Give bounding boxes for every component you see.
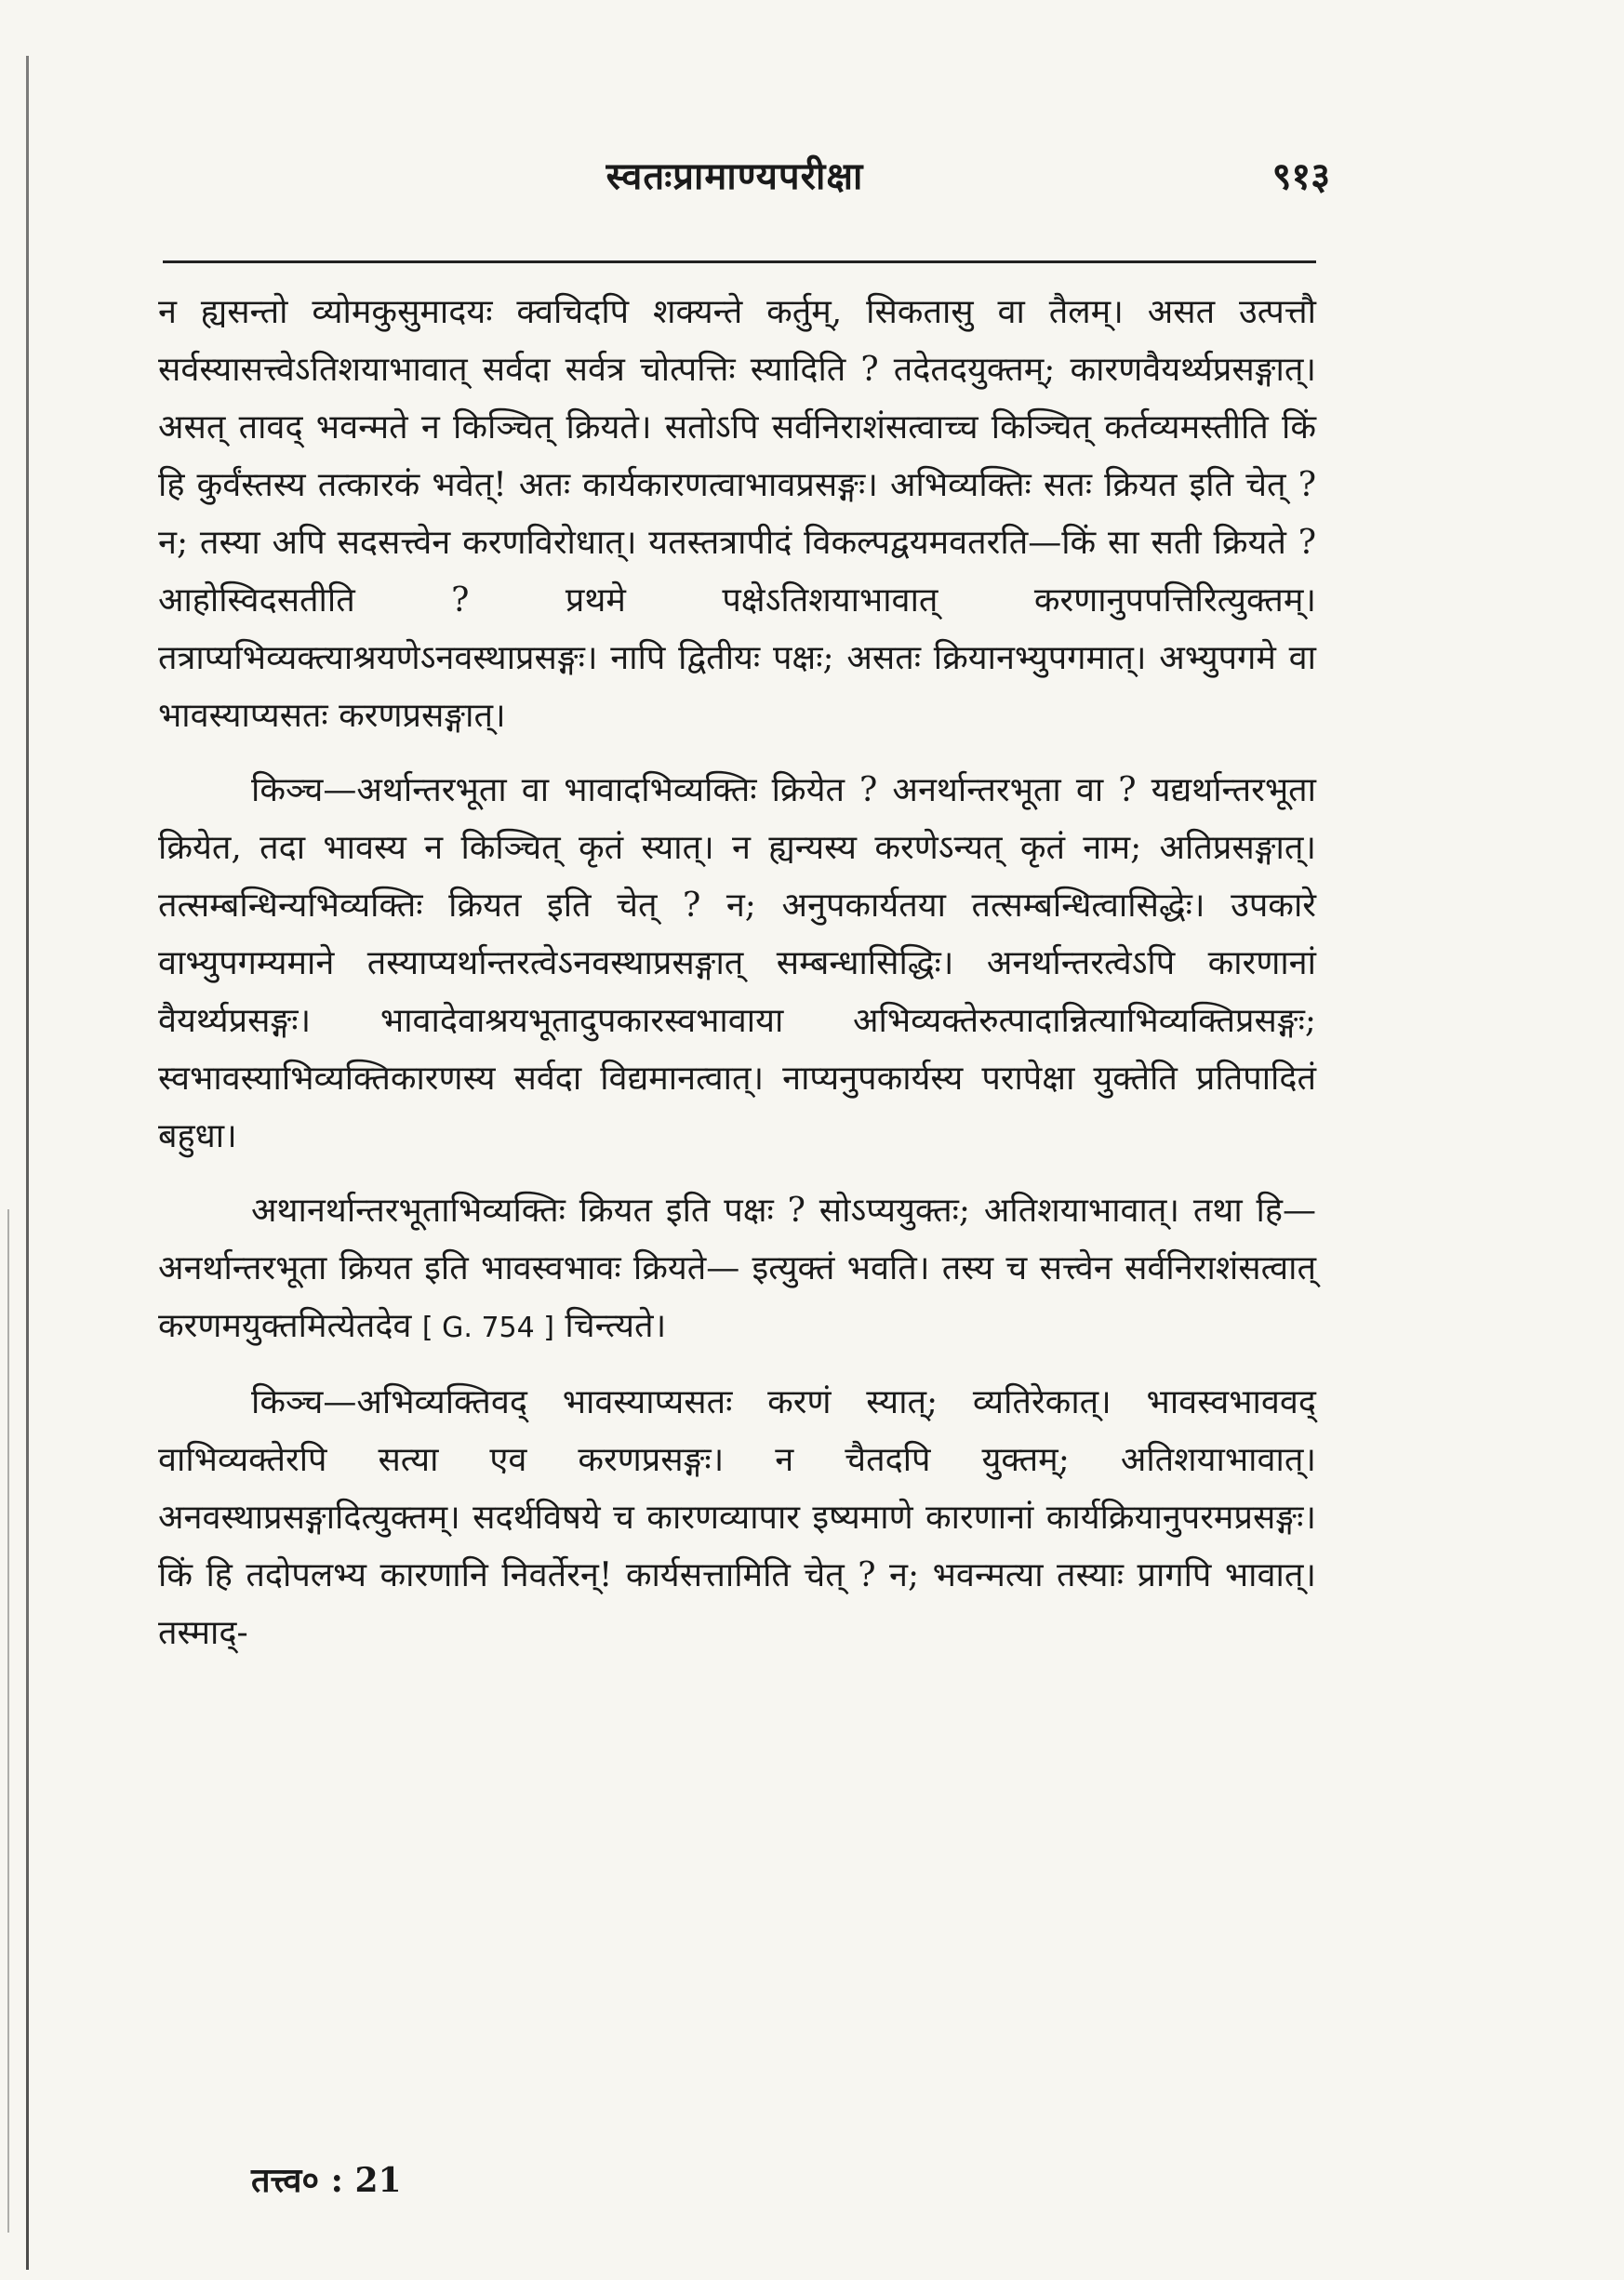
paragraph-3 [158,1182,1316,1357]
paragraph-3-text: अथानर्थान्तरभूताभिव्यक्तिः क्रियत इति पक्षः ? सोऽप्ययुक्तः; अतिशयाभावात्। तथा हि—अनर्थान्तरभूता क्रियत इति भावस्वभावः क्रियते— इत्युक्तं भवति। तस्य च सत्त्वेन सर्वनिराशंसत्वात् करणमयुक्तमित्येतदेव [158,1192,1316,1345]
running-title: स्वतःप्रामाण्यपरीक्षा [606,154,864,198]
page-header [158,149,1330,205]
page-reference: [ G. 754 ] [421,1312,554,1344]
paragraph-2: किञ्च—अर्थान्तरभूता वा भावादभिव्यक्तिः क्रियेत ? अनर्थान्तरभूता वा ? यद्यर्थान्तरभूता क्रियेत, तदा भावस्य न किञ्चित् कृतं स्यात्। न ह्यन्यस्य करणेऽन्यत् कृतं नाम; अतिप्रसङ्गात्। तत्सम्बन्धिन्यभिव्यक्तिः क्रियत इति चेत् ? न; अनुपकार्यतया तत्सम्बन्धित्वासिद्धेः। उपकारे वाभ्युपगम्यमाने तस्याप्यर्थान्तरत्वेऽनवस्थाप्रसङ्गात् सम्बन्धासिद्धिः। अनर्थान्तरत्वेऽपि कारणानां वैयर्थ्यप्रसङ्गः। भावादेवाश्रयभूतादुपकारस्वभावाया अभिव्यक्तेरुत्पादान्नित्याभिव्यक्तिप्रसङ्गः; स्वभावस्याभिव्यक्तिकारणस्य सर्वदा विद्यमानत्वात्। नाप्यनुपकार्यस्य परापेक्षा युक्तेति प्रतिपादितं बहुधा। [158,771,1316,1155]
paragraph-3-tail: चिन्त्यते। [565,1307,667,1345]
paragraph-1: न ह्यसन्तो व्योमकुसुमादयः क्वचिदपि शक्यन्ते कर्तुम्, सिकतासु वा तैलम्। असत उत्पत्तौ सर्वस्यासत्त्वेऽतिशयाभावात् सर्वदा सर्वत्र चोत्पत्तिः स्यादिति ? तदेतदयुक्तम्; कारणवैयर्थ्यप्रसङ्गात्। असत् तावद् भवन्मते न किञ्चित् क्रियते। सतोऽपि सर्वनिराशंसत्वाच्च किञ्चित् कर्तव्यमस्तीति किं हि कुर्वंस्तस्य तत्कारकं भवेत्! अतः कार्यकारणत्वाभावप्रसङ्गः। अभिव्यक्तिः सतः क्रियत इति चेत् ? न; तस्या अपि सदसत्त्वेन करणविरोधात्। यतस्तत्रापीदं विकल्पद्वयमवतरति—किं सा सती क्रियते ? आहोस्विदसतीति ? प्रथमे पक्षेऽतिशयाभावात् करणानुपपत्तिरित्युक्तम्। तत्राप्यभिव्यक्त्याश्रयणेऽनवस्थाप्रसङ्गः। नापि द्वितीयः पक्षः; असतः क्रियानभ्युपगमात्। अभ्युपगमे वा भावस्याप्यसतः करणप्रसङ्गात्। [158,293,1316,735]
paragraph-4: किञ्च—अभिव्यक्तिवद् भावस्याप्यसतः करणं स्यात्; व्यतिरेकात्। भावस्वभाववद् वाभिव्यक्तेरपि सत्या एव करणप्रसङ्गः। न चैतदपि युक्तम्; अतिशयाभावात्। अनवस्थाप्रसङ्गादित्युक्तम्। सदर्थविषये च कारणव्यापार इष्यमाणे कारणानां कार्यक्रियानुपरमप्रसङ्गः। किं हि तदोपलभ्य कारणानि निवर्तेरन्! कार्यसत्तामिति चेत् ? न; भवन्मत्या तस्याः प्रागपि भावात्। तस्माद्- [158,1383,1316,1652]
page-number: ९१३ [1271,154,1330,198]
header-rule [163,260,1316,263]
signature-mark: तत्त्व० : 21 [251,2161,402,2200]
body-text [158,284,1316,1679]
binding-edge-shadow [7,1209,9,2233]
binding-edge [26,56,29,2270]
